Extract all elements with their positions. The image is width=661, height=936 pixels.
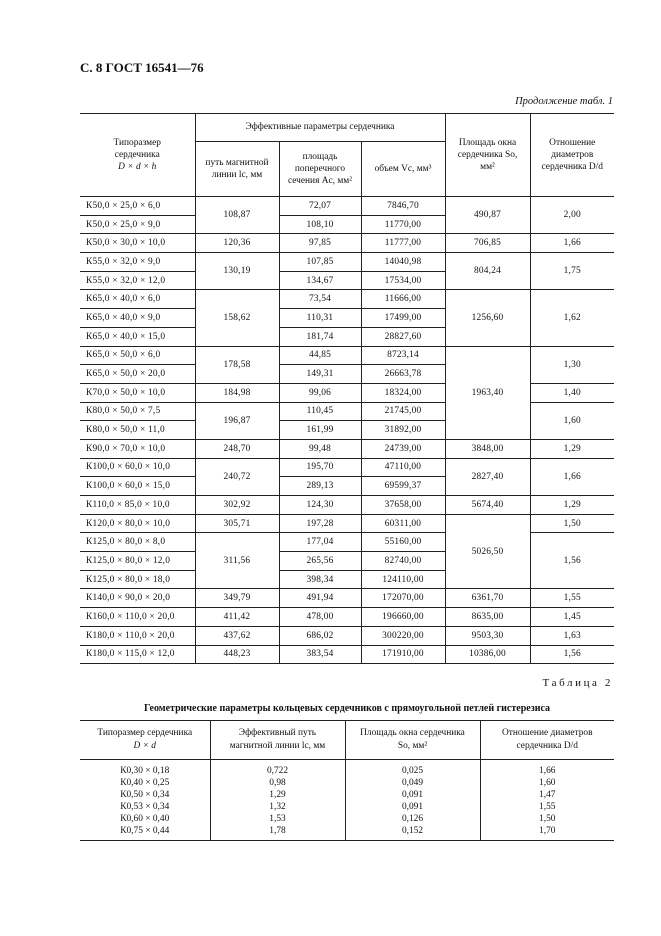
cell-cross-section: 110,45 — [279, 402, 361, 421]
cell-path-length: 120,36 — [195, 234, 279, 253]
cell-diameter-ratio: 1,75 — [530, 253, 614, 290]
cell-size: К110,0 × 85,0 × 10,0 — [80, 496, 195, 515]
header-cross-section: площадь поперечного сечения Ac, мм² — [279, 142, 361, 197]
cell-size: К90,0 × 70,0 × 10,0 — [80, 439, 195, 458]
cell-volume: 11777,00 — [361, 234, 445, 253]
cell-volume: 82740,00 — [361, 552, 445, 571]
table-row — [80, 626, 614, 645]
cell-window-area: 6361,70 — [445, 589, 530, 608]
cell-size: К50,0 × 25,0 × 9,0 — [80, 215, 195, 234]
cell-window-area: 1256,60 — [445, 290, 530, 346]
cell-path-length: 108,87 — [195, 197, 279, 234]
cell-path-length: 178,58 — [195, 346, 279, 383]
cell-path-length: 158,62 — [195, 290, 279, 346]
table-row — [80, 253, 614, 272]
cell-size: К160,0 × 110,0 × 20,0 — [80, 608, 195, 627]
cell-window-area: 2827,40 — [445, 458, 530, 495]
cell-volume: 14040,98 — [361, 253, 445, 272]
cell-window-area: 5674,40 — [445, 496, 530, 515]
table-row — [80, 496, 614, 515]
table-row — [80, 608, 614, 627]
rectangular-loop-cores-table — [80, 720, 614, 841]
t2-cell-window: 0,152 — [345, 825, 480, 841]
page-header: С. 8 ГОСТ 16541—76 — [80, 60, 204, 75]
cell-path-length: 302,92 — [195, 496, 279, 515]
cell-size: К125,0 × 80,0 × 8,0 — [80, 533, 195, 552]
cell-volume: 31892,00 — [361, 421, 445, 440]
cell-cross-section: 686,02 — [279, 626, 361, 645]
cell-cross-section: 73,54 — [279, 290, 361, 309]
table-row — [80, 645, 614, 664]
table-row — [80, 777, 614, 789]
cell-volume: 28827,60 — [361, 327, 445, 346]
cell-size: К65,0 × 40,0 × 6,0 — [80, 290, 195, 309]
header-path-length: путь магнитной линии lc, мм — [195, 142, 279, 197]
header-effective-params: Эффективные параметры сердечника — [195, 114, 445, 142]
cell-cross-section: 110,31 — [279, 309, 361, 328]
cell-diameter-ratio: 2,00 — [530, 197, 614, 234]
t2-cell-size: К0,40 × 0,25 — [80, 777, 210, 789]
cell-path-length: 248,70 — [195, 439, 279, 458]
cell-window-area: 8635,00 — [445, 608, 530, 627]
cell-path-length: 437,62 — [195, 626, 279, 645]
cell-size: К65,0 × 50,0 × 6,0 — [80, 346, 195, 365]
cell-path-length: 305,71 — [195, 514, 279, 533]
cell-cross-section: 99,48 — [279, 439, 361, 458]
t2-cell-path: 1,29 — [210, 789, 345, 801]
cell-volume: 171910,00 — [361, 645, 445, 664]
t2-cell-size: К0,75 × 0,44 — [80, 825, 210, 841]
cell-volume: 55160,00 — [361, 533, 445, 552]
cell-volume: 26663,78 — [361, 365, 445, 384]
table-row — [80, 760, 614, 778]
header-volume: объем Vc, мм³ — [361, 142, 445, 197]
t2-cell-window: 0,091 — [345, 789, 480, 801]
cell-volume: 172070,00 — [361, 589, 445, 608]
cell-path-length: 184,98 — [195, 383, 279, 402]
t2-cell-window: 0,091 — [345, 801, 480, 813]
cell-size: К50,0 × 30,0 × 10,0 — [80, 234, 195, 253]
cell-cross-section: 134,67 — [279, 271, 361, 290]
t2-cell-path: 1,53 — [210, 813, 345, 825]
cell-volume: 11666,00 — [361, 290, 445, 309]
cell-volume: 21745,00 — [361, 402, 445, 421]
cell-diameter-ratio: 1,66 — [530, 458, 614, 495]
cell-path-length: 448,23 — [195, 645, 279, 664]
cell-cross-section: 195,70 — [279, 458, 361, 477]
cell-cross-section: 177,04 — [279, 533, 361, 552]
cell-cross-section: 197,28 — [279, 514, 361, 533]
cell-size: К80,0 × 50,0 × 7,5 — [80, 402, 195, 421]
cell-cross-section: 289,13 — [279, 477, 361, 496]
table-row — [80, 197, 614, 216]
cell-volume: 60311,00 — [361, 514, 445, 533]
t2-cell-ratio: 1,60 — [480, 777, 614, 789]
cell-size: К125,0 × 80,0 × 12,0 — [80, 552, 195, 571]
cell-window-area: 5026,50 — [445, 514, 530, 589]
cell-size: К140,0 × 90,0 × 20,0 — [80, 589, 195, 608]
cell-window-area: 490,87 — [445, 197, 530, 234]
cell-path-length: 130,19 — [195, 253, 279, 290]
cell-size: К55,0 × 32,0 × 9,0 — [80, 253, 195, 272]
cell-volume: 69599,37 — [361, 477, 445, 496]
t2-cell-ratio: 1,55 — [480, 801, 614, 813]
cell-cross-section: 97,85 — [279, 234, 361, 253]
t2-cell-ratio: 1,70 — [480, 825, 614, 841]
cell-size: К65,0 × 40,0 × 15,0 — [80, 327, 195, 346]
table2-label: Таблица 2 — [542, 677, 613, 689]
cell-volume: 196660,00 — [361, 608, 445, 627]
t2-cell-window: 0,126 — [345, 813, 480, 825]
t2-cell-window: 0,049 — [345, 777, 480, 789]
cell-volume: 11770,00 — [361, 215, 445, 234]
t2-cell-ratio: 1,50 — [480, 813, 614, 825]
t2-cell-size: К0,53 × 0,34 — [80, 801, 210, 813]
t2-cell-size: К0,30 × 0,18 — [80, 760, 210, 778]
cell-cross-section: 398,34 — [279, 570, 361, 589]
cell-cross-section: 108,10 — [279, 215, 361, 234]
cell-window-area: 3848,00 — [445, 439, 530, 458]
cell-cross-section: 107,85 — [279, 253, 361, 272]
cell-path-length: 311,56 — [195, 533, 279, 589]
cell-diameter-ratio: 1,50 — [530, 514, 614, 533]
cell-diameter-ratio: 1,60 — [530, 402, 614, 439]
header-diameter-ratio: Отношение диаметров сердечника D/d — [530, 114, 614, 197]
cell-diameter-ratio: 1,29 — [530, 439, 614, 458]
cell-volume: 18324,00 — [361, 383, 445, 402]
cell-size: К125,0 × 80,0 × 18,0 — [80, 570, 195, 589]
table-row — [80, 234, 614, 253]
cell-cross-section: 383,54 — [279, 645, 361, 664]
t2-cell-ratio: 1,66 — [480, 760, 614, 778]
cell-diameter-ratio: 1,62 — [530, 290, 614, 346]
cell-size: К180,0 × 110,0 × 20,0 — [80, 626, 195, 645]
t2-cell-size: К0,60 × 0,40 — [80, 813, 210, 825]
cell-volume: 17499,00 — [361, 309, 445, 328]
cell-cross-section: 72,07 — [279, 197, 361, 216]
cell-cross-section: 124,30 — [279, 496, 361, 515]
cell-window-area: 10386,00 — [445, 645, 530, 664]
table-continuation-label: Продолжение табл. 1 — [515, 96, 613, 107]
header-window-area: Площадь окна сердечника So, мм² — [445, 114, 530, 197]
cell-cross-section: 44,85 — [279, 346, 361, 365]
cell-cross-section: 99,06 — [279, 383, 361, 402]
cell-window-area: 804,24 — [445, 253, 530, 290]
t2-header-size: Типоразмер сердечника D × d — [80, 721, 210, 760]
t2-cell-window: 0,025 — [345, 760, 480, 778]
t2-header-path: Эффективный путь магнитной линии lc, мм — [210, 721, 345, 760]
cell-cross-section: 491,94 — [279, 589, 361, 608]
cell-window-area: 9503,30 — [445, 626, 530, 645]
table-row — [80, 825, 614, 841]
cell-diameter-ratio: 1,45 — [530, 608, 614, 627]
t2-cell-path: 0,98 — [210, 777, 345, 789]
table-row — [80, 589, 614, 608]
cell-volume: 8723,14 — [361, 346, 445, 365]
cell-size: К65,0 × 40,0 × 9,0 — [80, 309, 195, 328]
cell-path-length: 411,42 — [195, 608, 279, 627]
cell-cross-section: 161,99 — [279, 421, 361, 440]
table-row — [80, 514, 614, 533]
table-row — [80, 801, 614, 813]
cell-size: К50,0 × 25,0 × 6,0 — [80, 197, 195, 216]
cell-window-area: 706,85 — [445, 234, 530, 253]
cell-size: К55,0 × 32,0 × 12,0 — [80, 271, 195, 290]
cell-size: К80,0 × 50,0 × 11,0 — [80, 421, 195, 440]
cell-diameter-ratio: 1,40 — [530, 383, 614, 402]
cell-path-length: 196,87 — [195, 402, 279, 439]
table-row — [80, 533, 614, 552]
cell-size: К180,0 × 115,0 × 12,0 — [80, 645, 195, 664]
cell-size: К120,0 × 80,0 × 10,0 — [80, 514, 195, 533]
cell-cross-section: 265,56 — [279, 552, 361, 571]
table-row — [80, 789, 614, 801]
header-size: Типоразмер сердечника D × d × h — [80, 114, 195, 197]
cell-volume: 124110,00 — [361, 570, 445, 589]
table-row — [80, 813, 614, 825]
t2-header-ratio: Отношение диаметров сердечника D/d — [480, 721, 614, 760]
table-row — [80, 290, 614, 309]
core-parameters-table — [80, 113, 614, 664]
cell-diameter-ratio: 1,29 — [530, 496, 614, 515]
t2-cell-path: 0,722 — [210, 760, 345, 778]
cell-cross-section: 478,00 — [279, 608, 361, 627]
cell-volume: 37658,00 — [361, 496, 445, 515]
t2-cell-ratio: 1,47 — [480, 789, 614, 801]
t2-cell-path: 1,32 — [210, 801, 345, 813]
table2-caption: Геометрические параметры кольцевых сердечников с прямоугольной петлей гистерезиса — [143, 703, 551, 714]
cell-size: К100,0 × 60,0 × 15,0 — [80, 477, 195, 496]
cell-volume: 47110,00 — [361, 458, 445, 477]
cell-volume: 7846,70 — [361, 197, 445, 216]
cell-diameter-ratio: 1,56 — [530, 645, 614, 664]
t2-header-window: Площадь окна сердечника So, мм² — [345, 721, 480, 760]
t2-cell-size: К0,50 × 0,34 — [80, 789, 210, 801]
cell-window-area: 1963,40 — [445, 346, 530, 439]
cell-diameter-ratio: 1,66 — [530, 234, 614, 253]
table-row — [80, 383, 614, 402]
cell-cross-section: 181,74 — [279, 327, 361, 346]
t2-cell-path: 1,78 — [210, 825, 345, 841]
cell-path-length: 349,79 — [195, 589, 279, 608]
cell-cross-section: 149,31 — [279, 365, 361, 384]
cell-volume: 24739,00 — [361, 439, 445, 458]
cell-size: К70,0 × 50,0 × 10,0 — [80, 383, 195, 402]
cell-path-length: 240,72 — [195, 458, 279, 495]
cell-diameter-ratio: 1,30 — [530, 346, 614, 383]
table-row — [80, 439, 614, 458]
table-row — [80, 458, 614, 477]
cell-size: К100,0 × 60,0 × 10,0 — [80, 458, 195, 477]
cell-diameter-ratio: 1,56 — [530, 533, 614, 589]
cell-volume: 17534,00 — [361, 271, 445, 290]
table-row — [80, 402, 614, 421]
cell-diameter-ratio: 1,55 — [530, 589, 614, 608]
table-row — [80, 346, 614, 365]
cell-diameter-ratio: 1,63 — [530, 626, 614, 645]
cell-volume: 300220,00 — [361, 626, 445, 645]
cell-size: К65,0 × 50,0 × 20,0 — [80, 365, 195, 384]
